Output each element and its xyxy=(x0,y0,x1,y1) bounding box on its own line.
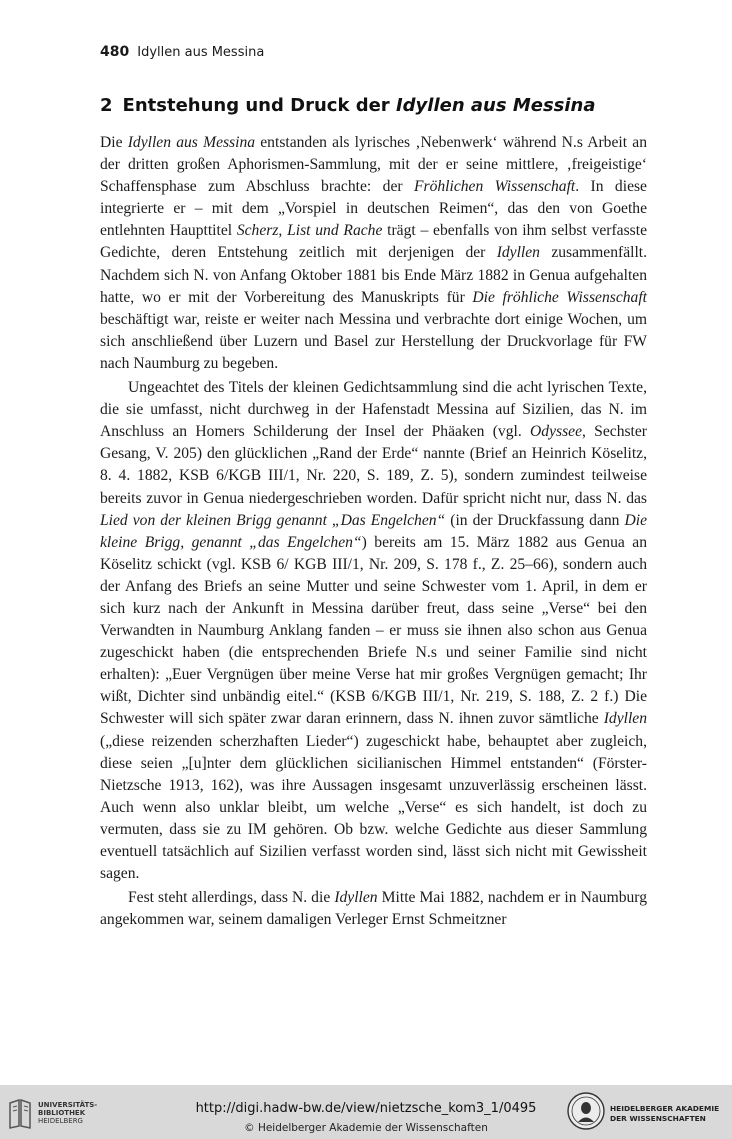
ub-logo-line: BIBLIOTHEK xyxy=(38,1109,86,1117)
text-run: trägt – ebenfalls von ihm selbst verfasste Gedichte, deren Entstehung zeitlich mit derjenigen der xyxy=(100,222,647,262)
ub-logo-line: HEIDELBERG xyxy=(38,1117,83,1125)
body-text xyxy=(100,132,647,931)
text-run: (in der Druckfassung dann xyxy=(445,511,625,529)
section-heading xyxy=(100,95,596,116)
hadw-seal-icon xyxy=(566,1091,606,1131)
section-number: 2 xyxy=(100,95,113,116)
page-number: 480 xyxy=(100,44,130,60)
permalink-url[interactable]: http://digi.hadw-bw.de/view/nietzsche_kom3_1/0495 xyxy=(195,1101,537,1116)
text-run: Die xyxy=(100,134,128,151)
text-run: entstanden als lyrisches ‚Nebenwerk‘ während N.s Arbeit an der dritten großen Aphorismen-Sammlung, mit der er seine mittlere, ‚freigeistige‘ Schaffensphase zum Abschluss brachte: der xyxy=(100,134,647,196)
text-run: zusammenfällt. Nachdem sich N. von Anfang Oktober 1881 bis Ende März 1882 in Genua aufgehalten hatte, wo er mit der Vorbereitung des Manuskripts für xyxy=(100,244,648,306)
paragraph-3 xyxy=(100,887,647,931)
hadw-logo-text xyxy=(610,1104,719,1124)
italic-run: Scherz, List und Rache xyxy=(236,222,383,240)
running-head xyxy=(100,44,264,60)
italic-run: Idyllen xyxy=(496,244,540,262)
paragraph-1 xyxy=(100,132,647,375)
text-run: beschäftigt war, reiste er weiter nach Messina und verbrachte dort einige Wochen, um sich anschließend über Luzern und Basel zur Herstellung der Druckvorlage für FW nach Naumburg zu begeben. xyxy=(100,310,647,372)
italic-run: Odyssee xyxy=(530,423,582,441)
hadw-logo-line: HEIDELBERGER AKADEMIE xyxy=(610,1104,720,1113)
text-run: ) bereits am 15. März 1882 aus Genua an Köselitz schickt (vgl. KSB 6/ KGB III/1, Nr. 209, S. 178 f., Z. 25–66), sondern auch der Anfang des Briefs an seine Mutter und seine Schwester vom 1. April, in dem er sich kurz nach der Ankunft in Messina darüber freut, dass seine „Verse“ bei den Verwandten in Naumburg Anklang fanden – er muss sie ihnen also schon aus Genua zugeschickt haben (die entsprechenden Briefe N.s und seiner Familie sind nicht erhalten): „Euer Vergnügen über meine Verse hat mir großes Vergnügen gemacht; Ihr wißt, Dichter sind unbändig eitel.“ (KSB 6/KGB III/1, Nr. 219, S. 188, Z. 2 f.) Die Schwester will sich später zwar daran erinnern, dass N. ihnen zuvor sämtliche xyxy=(100,533,648,728)
ub-logo-line: UNIVERSITÄTS- xyxy=(38,1101,98,1109)
italic-run: Idyllen xyxy=(603,710,647,728)
text-run: Fest steht allerdings, dass N. die xyxy=(128,889,335,907)
italic-run: Idyllen xyxy=(334,889,378,907)
section-title-plain: Entstehung und Druck der xyxy=(122,95,390,116)
hadw-logo xyxy=(566,1091,726,1135)
paragraph-2 xyxy=(100,377,647,885)
text-run: Mitte Mai 1882, nachdem er in Naumburg angekommen war, seinem damaligen Verleger Ernst Schmeitzner xyxy=(100,889,648,929)
text-run: . In diese integrierte er – mit dem „Vorspiel in deutschen Reimen“, das den von Goethe entlehnten Haupttitel xyxy=(100,178,647,240)
copyright-notice: © Heidelberger Akademie der Wissenschaften xyxy=(244,1122,488,1134)
text-run: Ungeachtet des Titels der kleinen Gedichtsammlung sind die acht lyrischen Texte, die sie umfasst, nicht durchweg in der Hafenstadt Messina auf Sizilien, das N. im Anschluss an Homers Schilderung der Insel der Phäaken (vgl. xyxy=(100,379,647,441)
hadw-logo-line: DER WISSENSCHAFTEN xyxy=(610,1114,706,1123)
italic-run: Lied von der kleinen Brigg genannt „Das Engelchen“ xyxy=(100,511,446,529)
viewer-footer xyxy=(0,1085,732,1139)
italic-run: Die kleine Brigg, genannt „das Engelchen“ xyxy=(100,511,648,551)
text-run: , Sechster Gesang, V. 205) den glücklichen „Rand der Erde“ nannte (Brief an Heinrich Köselitz, 8. 4. 1882, KSB 6/KGB III/1, Nr. 220, S. 189, Z. 5), sondern zumindest teilweise bereits zuvor in Genua niedergeschrieben worden. Dafür spricht nicht nur, dass N. das xyxy=(100,423,648,507)
text-run: („diese reizenden scherzhaften Lieder“) zugeschickt habe, behauptet aber zugleich, diese seien „[u]nter dem glücklichen sicilianischen Himmel entstanden“ (Förster-Nietzsche 1913, 162), was ihre Aussagen insgesamt unzuverlässig erscheinen lässt. Auch wenn also unklar bleibt, um welche „Verse“ es sich handelt, ist doch zu vermuten, dass sie zu IM gehören. Ob bzw. welche Gedichte aus dieser Sammlung eventuell tatsächlich auf Sizilien verfasst worden sind, lässt sich nicht mit Gewissheit sagen. xyxy=(100,732,647,883)
section-title-italic: Idyllen aus Messina xyxy=(395,95,596,116)
italic-run: Idyllen aus Messina xyxy=(127,134,256,151)
italic-run: Die fröhliche Wissenschaft xyxy=(472,288,647,306)
italic-run: Fröhlichen Wissenschaft xyxy=(413,178,576,196)
running-head-title: Idyllen aus Messina xyxy=(137,45,265,60)
